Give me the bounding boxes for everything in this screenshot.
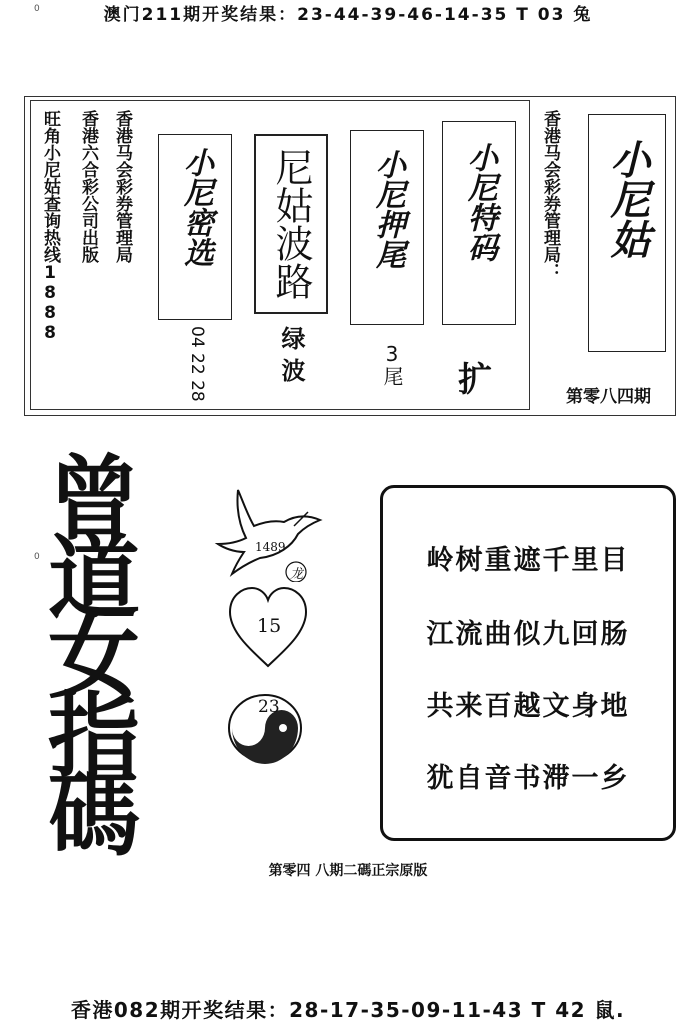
publisher-right: 香港马会彩券管理局： [540,110,560,280]
issue-number: 第零八四期 [566,387,651,407]
brand-title-box [588,114,666,352]
corner-mark-mid: 0 [34,552,40,562]
main-title-char: 女 [47,604,140,711]
corner-mark-top: 0 [34,4,40,14]
tail-title: 小尼押尾 [370,149,405,269]
edition-caption: 第零四 八期二碼正宗原版 [268,863,428,879]
publisher-left-1: 香港马会彩券管理局 [112,110,132,263]
poem-line: 江流曲似九回肠 [426,619,630,650]
main-title-char: 碼 [47,762,140,869]
main-title [44,446,144,869]
secret-pick-title: 小尼密选 [178,147,213,267]
poem-line: 共来百越文身地 [426,691,630,722]
poem-line: 岭树重遮千里目 [426,545,630,576]
wave-value: 绿波 [277,326,305,390]
dove-zodiac: 龙 [290,567,304,582]
main-title-char: 指 [47,683,140,790]
special-code-value: 扩 [458,360,492,400]
macau-result-header: 澳门211期开奖结果：23-44-39-46-14-35 T 03 兔 [103,5,593,25]
main-title-char: 曾 [47,446,140,553]
yin-yang-number: 23 [258,697,280,717]
secret-pick-box [158,134,232,320]
heart-number: 15 [257,615,282,637]
poem-line: 犹自音书滞一乡 [426,763,630,794]
wave-box [254,134,328,314]
dove-icon [214,486,326,582]
tail-box [350,130,424,325]
poem-box [380,485,676,841]
main-title-char: 道 [47,525,140,632]
hotline: 旺角小尼姑查询热线1888 [40,110,60,343]
special-code-title: 小尼特码 [462,142,497,262]
publisher-left-2: 香港六合彩公司出版 [78,110,98,263]
secret-pick-value: 04 22 28 [187,326,207,402]
tail-value: 3尾 [380,342,404,386]
brand-title: 小尼姑 [604,139,651,259]
special-code-box [442,121,516,325]
dove-number: 1489 [255,540,286,554]
wave-title: 尼姑波路 [269,148,313,300]
hongkong-result-footer: 香港082期开奖结果：28-17-35-09-11-43 T 42 鼠. [70,998,626,1022]
